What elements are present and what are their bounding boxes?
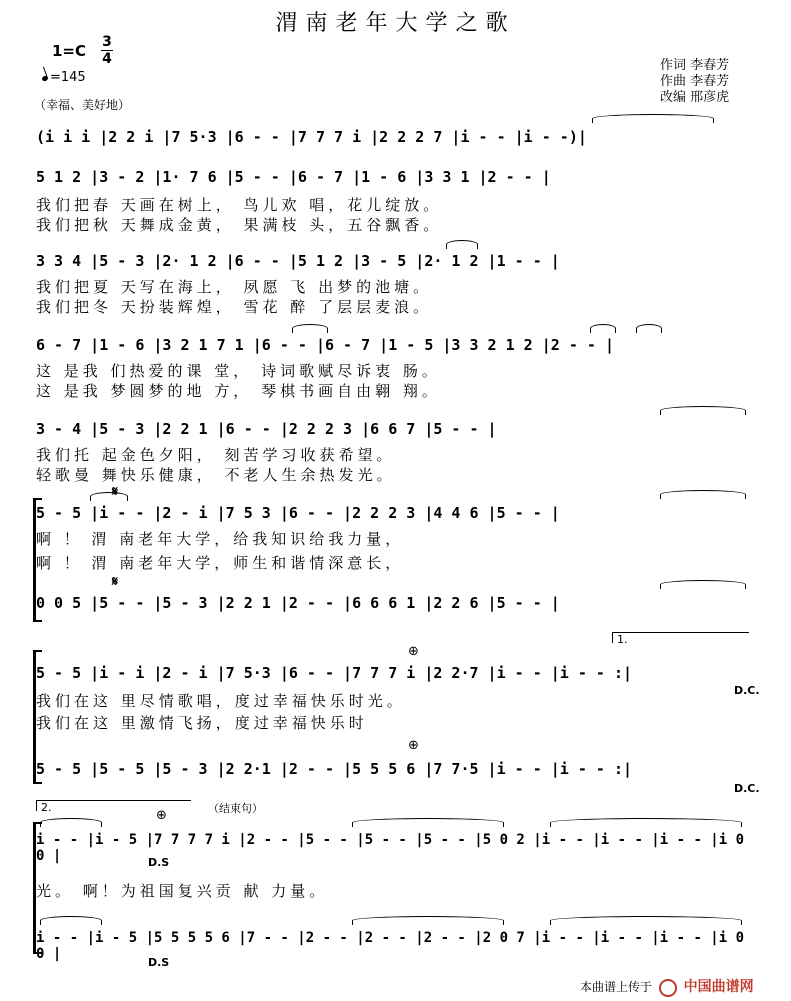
- score-line-verse-2: 3 3 4 |5 - 3 |2· 1 2 |6 - - |5 1 2 |3 - 5 |2· 1 2 |1 - - |: [36, 252, 560, 270]
- coda-icon: ⊕: [408, 738, 419, 753]
- key-signature: 1=C: [52, 42, 87, 60]
- coda-icon: ⊕: [408, 644, 419, 659]
- time-signature-top: 3: [102, 34, 112, 50]
- ds-mark: D.S: [148, 956, 170, 969]
- volta-first-ending: 1.: [612, 632, 749, 643]
- lyric-line: 我们把秋 天舞成金黄， 果满枝 头，五谷飘香。: [36, 216, 443, 234]
- dc-mark: D.C.: [734, 684, 760, 697]
- lyric-line: 啊 ！ 渭 南老年大学，师生和谐情深意长，: [36, 554, 405, 572]
- score-line-chorus-lower: 0 0 5 |5 - - |5 - 3 |2 2 1 |2 - - |6 6 6 1 |2 2 6 |5 - - |: [36, 594, 560, 612]
- score-line-intro: (i i i |2 2 i |7 5·3 |6 - - |7 7 7 i |2 2 2 7 |i - - |i - -)|: [36, 128, 587, 146]
- lyric-line: 我们托 起金色夕阳， 刻苦学习收获希望。: [36, 446, 396, 464]
- lyric-line: 光。 啊！为祖国复兴贡 献 力量。: [36, 882, 329, 900]
- credit-composer: 作曲 李春芳: [660, 74, 730, 89]
- credit-lyricist: 作词 李春芳: [660, 58, 730, 73]
- score-line-refrain-lower: 5 - 5 |5 - 5 |5 - 3 |2 2·1 |2 - - |5 5 5 6 |7 7·5 |i - - |i - - :|: [36, 760, 633, 778]
- lyric-line: 轻歌曼 舞快乐健康， 不老人生余热发光。: [36, 466, 396, 484]
- tie-mark: [592, 114, 714, 123]
- score-line-ending-lower: i - - |i - 5 |5 5 5 5 6 |7 - - |2 - - |2 - - |2 - - |2 0 7 |i - - |i - - |i - - |i 0 0 |: [36, 930, 745, 962]
- tie-mark: [446, 240, 478, 249]
- volta-second-ending: 2.: [36, 800, 191, 811]
- score-line-refrain-upper: 5 - 5 |i - i |2 - i |7 5·3 |6 - - |7 7 7 i |2 2·7 |i - - |i - - :|: [36, 664, 633, 682]
- tempo-marking: [42, 70, 86, 85]
- tie-mark: [352, 916, 504, 925]
- dc-mark: D.C.: [734, 782, 760, 795]
- credit-arranger: 改编 邢彦虎: [660, 90, 730, 105]
- score-title: 渭南老年大学之歌: [275, 11, 516, 36]
- ds-mark: D.S: [148, 856, 170, 869]
- tie-mark: [40, 916, 102, 925]
- lyric-line: 我们在这 里激情飞扬，度过幸福快乐时: [36, 714, 368, 732]
- score-line-verse-3: 6 - 7 |1 - 6 |3 2 1 7 1 |6 - - |6 - 7 |1 - 5 |3 3 2 1 2 |2 - - |: [36, 336, 614, 354]
- tie-mark: [352, 818, 504, 827]
- score-line-verse-4: 3 - 4 |5 - 3 |2 2 1 |6 - - |2 2 2 3 |6 6 7 |5 - - |: [36, 420, 497, 438]
- score-line-verse-1: 5 1 2 |3 - 2 |1· 7 6 |5 - - |6 - 7 |1 - 6 |3 3 1 |2 - - |: [36, 168, 551, 186]
- score-line-ending-upper: i - - |i - 5 |7 7 7 7 i |2 - - |5 - - |5 - - |5 - - |5 0 2 |i - - |i - - |i - - |i 0 0 |: [36, 832, 745, 864]
- tie-mark: [90, 492, 128, 501]
- tie-mark: [550, 916, 742, 925]
- tie-mark: [40, 818, 102, 827]
- segno-icon: 𝄋: [112, 484, 119, 500]
- tie-mark: [660, 406, 746, 415]
- lyric-line: 这 是我 们热爱的课 堂， 诗词歌赋尽诉衷 肠。: [36, 362, 441, 380]
- tie-mark: [660, 580, 746, 589]
- quarter-note-icon: [41, 75, 48, 82]
- segno-icon: 𝄋: [112, 574, 119, 590]
- lyric-line: 啊 ！ 渭 南老年大学，给我知识给我力量，: [36, 530, 405, 548]
- tie-mark: [660, 490, 746, 499]
- score-line-chorus-upper: 5 - 5 |i - - |2 - i |7 5 3 |6 - - |2 2 2 3 |4 4 6 |5 - - |: [36, 504, 560, 522]
- tie-mark: [292, 324, 328, 333]
- footer-watermark: [580, 976, 754, 997]
- lyric-line: 我们把夏 天写在海上， 夙愿 飞 出梦的池塘。: [36, 278, 433, 296]
- ending-phrase-label: （结束句）: [208, 802, 263, 815]
- footer-site-name: 中国曲谱网: [683, 979, 754, 995]
- tie-mark: [590, 324, 616, 333]
- tie-mark: [550, 818, 742, 827]
- lyric-line: 我们在这 里尽情歌唱，度过幸福快乐时光。: [36, 692, 406, 710]
- lyric-line: 这 是我 梦圆梦的地 方， 琴棋书画自由翱 翔。: [36, 382, 441, 400]
- performance-style: （幸福、美好地）: [34, 98, 131, 112]
- lyric-line: 我们把冬 天扮装辉煌， 雪花 醉 了层层麦浪。: [36, 298, 433, 316]
- tie-mark: [636, 324, 662, 333]
- lyric-line: 我们把春 天画在树上， 鸟儿欢 唱，花儿绽放。: [36, 196, 443, 214]
- time-signature: [100, 34, 114, 67]
- coda-icon: ⊕: [156, 808, 167, 823]
- tempo-value: =145: [50, 70, 86, 85]
- time-signature-bottom: 4: [102, 51, 112, 67]
- site-logo-icon: [659, 979, 677, 997]
- footer-text: 本曲谱上传于: [580, 980, 653, 994]
